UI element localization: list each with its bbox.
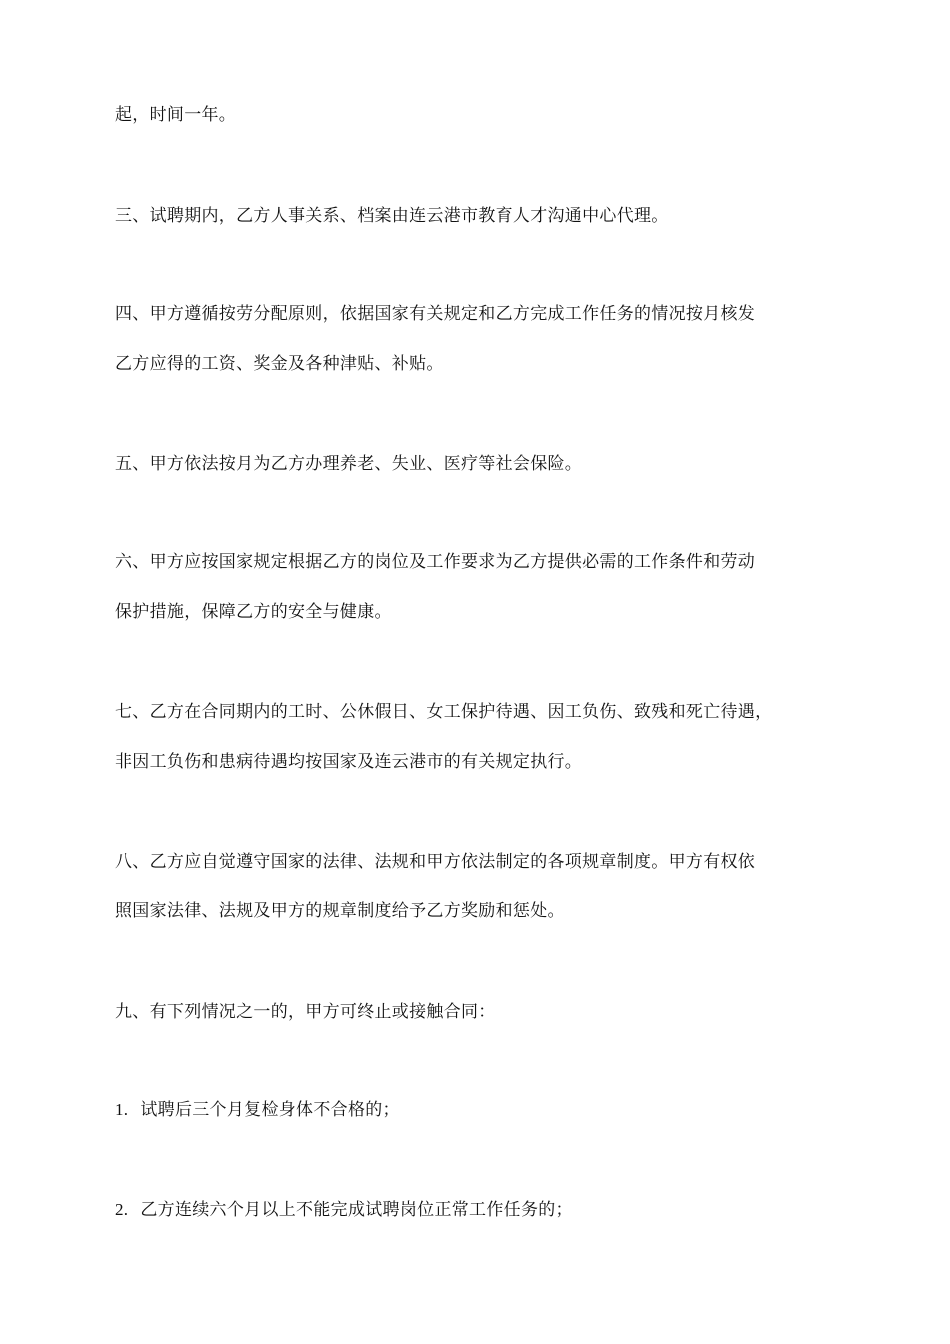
clause-3: 三、试聘期内，乙方人事关系、档案由连云港市教育人才沟通中心代理。 [115,206,669,226]
clause-4-line-1: 四、甲方遵循按劳分配原则，依据国家有关规定和乙方完成工作任务的情况按月核发 [115,304,756,324]
clause-7-line-1: 七、乙方在合同期内的工时、公休假日、女工保护待遇、因工负伤、致残和死亡待遇， [115,702,773,722]
clause-5: 五、甲方依法按月为乙方办理养老、失业、医疗等社会保险。 [115,454,583,474]
clause-8-line-1: 八、乙方应自觉遵守国家的法律、法规和甲方依法制定的各项规章制度。甲方有权依 [115,852,756,872]
clause-4-line-2: 乙方应得的工资、奖金及各种津贴、补贴。 [115,354,444,374]
clause-6-line-2: 保护措施，保障乙方的安全与健康。 [115,602,392,622]
list-item-1 [115,1098,400,1122]
paragraph-continuation: 起，时间一年。 [115,105,237,125]
clause-9: 九、有下列情况之一的，甲方可终止或接触合同： [115,1002,496,1022]
clause-8-line-2: 照国家法律、法规及甲方的规章制度给予乙方奖励和惩处。 [115,901,565,921]
clause-7-line-2: 非因工负伤和患病待遇均按国家及连云港市的有关规定执行。 [115,752,583,772]
clause-6-line-1: 六、甲方应按国家规定根据乙方的岗位及工作要求为乙方提供必需的工作条件和劳动 [115,552,756,572]
list-item-2 [115,1198,573,1222]
list-item-text: 乙方连续六个月以上不能完成试聘岗位正常工作任务的； [140,1200,573,1220]
list-item-text: 试聘后三个月复检身体不合格的； [140,1100,400,1120]
list-item-number: 2. [115,1200,129,1219]
list-item-number: 1. [115,1100,129,1119]
